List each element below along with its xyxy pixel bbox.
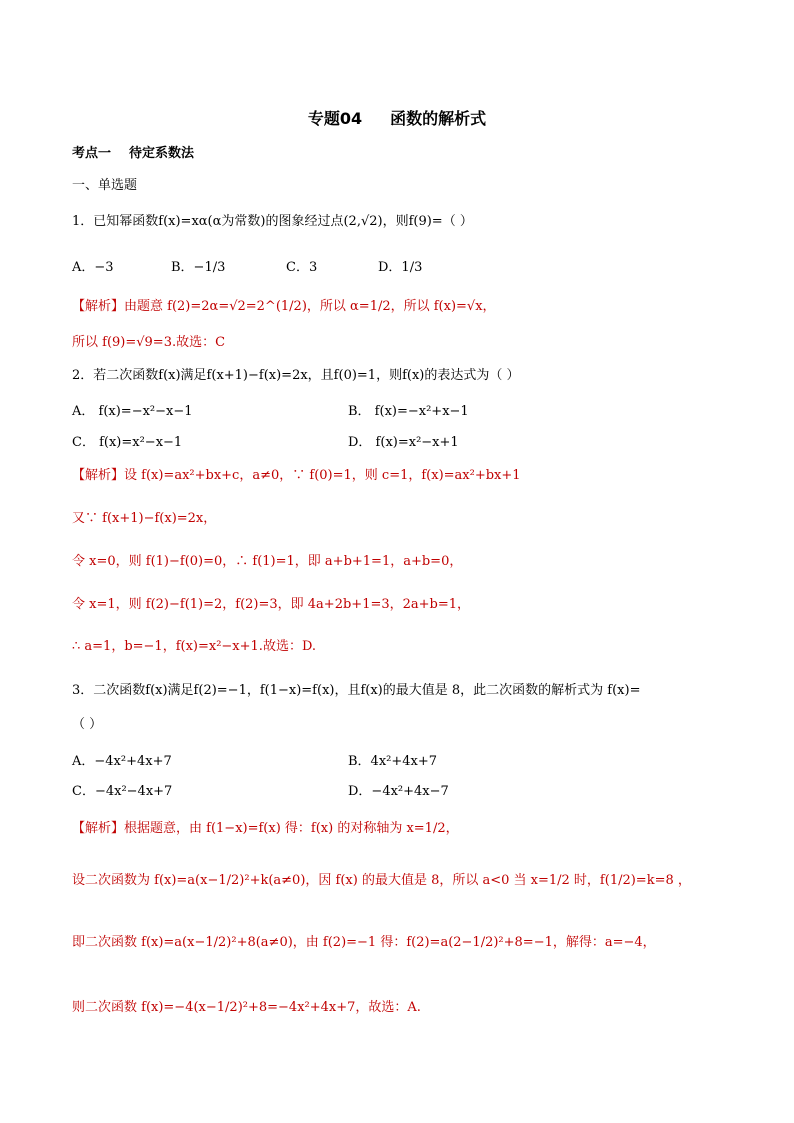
q3-option-c: C．−4x²−4x+7 xyxy=(72,784,173,799)
q1-option-a: A．−3 xyxy=(72,260,114,275)
q3-solution-line-1 xyxy=(72,820,459,838)
q1-option-c: C．3 xyxy=(286,260,318,275)
section-label: 考点一 xyxy=(72,146,112,161)
question-3-stem: 3．二次函数f(x)满足f(2)=−1，f(1−x)=f(x)，且f(x)的最大值是 8，此二次函数的解析式为 f(x)= xyxy=(72,683,641,698)
q3-solution-line-4: 则二次函数 f(x)=−4(x−1/2)²+8=−4x²+4x+7，故选：A. xyxy=(72,1000,421,1015)
q2-solution-line-2: 又∵ f(x+1)−f(x)=2x， xyxy=(72,511,217,526)
q1-solution-text-1: 由题意 f(2)=2α=√2=2^(1/2)，所以 α=1/2，所以 f(x)=√x， xyxy=(124,299,496,314)
question-3-stem-cont: （ ） xyxy=(72,717,103,732)
title-name: 函数的解析式 xyxy=(390,109,487,128)
q2-solution-tag: 【解析】 xyxy=(72,468,125,483)
section-heading xyxy=(72,145,194,163)
q2-solution-line-4: 令 x=1，则 f(2)−f(1)=2，f(2)=3，即 4a+2b+1=3，2a+b=1， xyxy=(72,597,471,612)
q1-solution-line-2: 所以 f(9)=√9=3.故选：C xyxy=(72,335,226,350)
q3-solution-text-1: 根据题意，由 f(1−x)=f(x) 得：f(x) 的对称轴为 x=1/2， xyxy=(124,821,459,836)
q1-option-b: B．−1/3 xyxy=(171,260,226,275)
q2-option-b: B． f(x)=−x²+x−1 xyxy=(348,404,469,419)
q3-option-d: D．−4x²+4x−7 xyxy=(348,784,449,799)
q3-option-b: B．4x²+4x+7 xyxy=(348,754,438,769)
subsection-heading: 一、单选题 xyxy=(72,178,138,193)
q2-solution-text-1: 设 f(x)=ax²+bx+c，a≠0，∵ f(0)=1，则 c=1，f(x)=ax²+bx+1 xyxy=(124,468,521,483)
question-2-stem: 2．若二次函数f(x)满足f(x+1)−f(x)=2x，且f(0)=1，则f(x)的表达式为（ ） xyxy=(72,368,520,383)
section-name: 待定系数法 xyxy=(129,146,195,161)
q2-option-c: C． f(x)=x²−x−1 xyxy=(72,435,183,450)
q2-solution-line-3: 令 x=0，则 f(1)−f(0)=0，∴ f(1)=1，即 a+b+1=1，a+b=0， xyxy=(72,554,463,569)
q3-solution-line-2: 设二次函数为 f(x)=a(x−1/2)²+k(a≠0)，因 f(x) 的最大值是 8，所以 a<0 当 x=1/2 时，f(1/2)=k=8 ， xyxy=(72,873,691,888)
q3-solution-line-3: 即二次函数 f(x)=a(x−1/2)²+8(a≠0)，由 f(2)=−1 得：f(2)=a(2−1/2)²+8=−1，解得：a=−4， xyxy=(72,935,656,950)
q2-solution-line-5: ∴ a=1，b=−1，f(x)=x²−x+1.故选：D. xyxy=(72,639,317,654)
q1-solution-tag: 【解析】 xyxy=(72,299,125,314)
q2-option-a: A． f(x)=−x²−x−1 xyxy=(72,404,193,419)
q3-solution-tag: 【解析】 xyxy=(72,821,125,836)
question-1-stem: 1．已知幂函数f(x)=xα(α为常数)的图象经过点(2,√2)，则f(9)=（ ） xyxy=(72,214,473,229)
q3-option-a: A．−4x²+4x+7 xyxy=(72,754,172,769)
q1-option-d: D．1/3 xyxy=(378,260,423,275)
page-title xyxy=(0,106,794,129)
q2-solution-line-1 xyxy=(72,467,521,485)
q1-solution-line-1 xyxy=(72,298,496,316)
title-topic: 专题04 xyxy=(307,109,363,128)
q2-option-d: D． f(x)=x²−x+1 xyxy=(348,435,459,450)
